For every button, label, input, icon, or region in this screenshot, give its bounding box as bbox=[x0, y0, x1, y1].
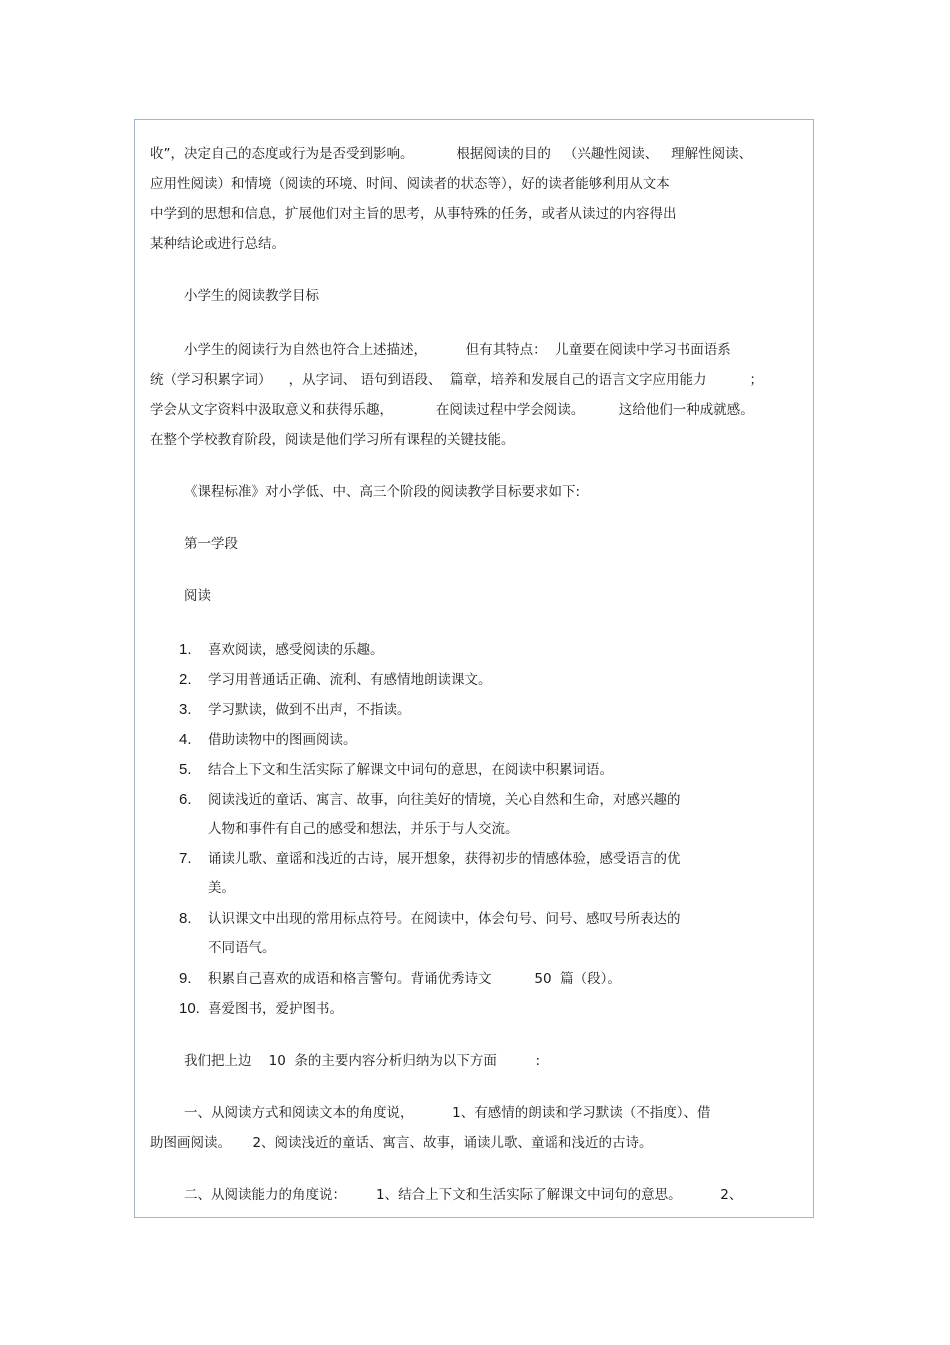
point-one-line-1: 一、从阅读方式和阅读文本的角度说， 1、有感情的朗读和学习默读（不指度）、借 bbox=[184, 1105, 711, 1121]
list-item-number: 9. bbox=[179, 970, 192, 987]
section-title: 阅读 bbox=[184, 588, 211, 604]
list-item: 喜欢阅读，感受阅读的乐趣。 bbox=[208, 642, 384, 658]
list-item-number: 10. bbox=[179, 1000, 200, 1017]
list-item: 结合上下文和生活实际了解课文中词句的意思，在阅读中积累词语。 bbox=[208, 762, 613, 778]
traits-line-3: 学会从文字资料中汲取意义和获得乐趣， 在阅读过程中学会阅读。 这给他们一种成就感。 bbox=[150, 402, 754, 418]
list-item-continuation: 美。 bbox=[208, 880, 235, 896]
list-item: 学习用普通话正确、流利、有感情地朗读课文。 bbox=[208, 672, 492, 688]
list-item: 喜爱图书，爱护图书。 bbox=[208, 1001, 343, 1017]
list-item-number: 7. bbox=[179, 850, 192, 867]
traits-line-4: 在整个学校教育阶段，阅读是他们学习所有课程的关键技能。 bbox=[150, 432, 515, 448]
list-item-number: 4. bbox=[179, 731, 192, 748]
intro-line-1: 收”，决定自己的态度或行为是否受到影响。 根据阅读的目的 （兴趣性阅读、 理解性阅读、 bbox=[150, 146, 753, 162]
list-item: 借助读物中的图画阅读。 bbox=[208, 732, 357, 748]
list-item: 阅读浅近的童话、寓言、故事，向往美好的情境，关心自然和生命，对感兴趣的 bbox=[208, 792, 681, 808]
summary-line: 我们把上边 10 条的主要内容分析归纳为以下方面 : bbox=[184, 1053, 541, 1069]
list-item-number: 1. bbox=[179, 641, 192, 658]
intro-line-3: 中学到的思想和信息，扩展他们对主旨的思考，从事特殊的任务，或者从读过的内容得出 bbox=[150, 206, 677, 222]
traits-line-1: 小学生的阅读行为自然也符合上述描述， 但有其特点： 儿童要在阅读中学习书面语系 bbox=[184, 342, 731, 358]
stage-title: 第一学段 bbox=[184, 536, 238, 552]
intro-line-4: 某种结论或进行总结。 bbox=[150, 236, 285, 252]
standard-intro: 《课程标准》对小学低、中、高三个阶段的阅读教学目标要求如下: bbox=[184, 484, 581, 500]
list-item-continuation: 人物和事件有自己的感受和想法，并乐于与人交流。 bbox=[208, 821, 519, 837]
list-item-number: 8. bbox=[179, 910, 192, 927]
list-item: 认识课文中出现的常用标点符号。在阅读中，体会句号、问号、感叹号所表达的 bbox=[208, 911, 681, 927]
list-item-number: 5. bbox=[179, 761, 192, 778]
goals-heading: 小学生的阅读教学目标 bbox=[184, 288, 319, 304]
traits-line-2: 统（学习积累字词） ，从字词、 语句到语段、 篇章，培养和发展自己的语言文字应用能力 ； bbox=[150, 372, 763, 388]
list-item: 积累自己喜欢的成语和格言警句。背诵优秀诗文 50 篇（段）。 bbox=[208, 971, 621, 987]
point-one-line-2: 助图画阅读。 2、阅读浅近的童话、寓言、故事，诵读儿歌、童谣和浅近的古诗。 bbox=[150, 1135, 653, 1151]
list-item-continuation: 不同语气。 bbox=[208, 940, 276, 956]
list-item-number: 6. bbox=[179, 791, 192, 808]
list-item-number: 3. bbox=[179, 701, 192, 718]
point-two-line-1: 二、从阅读能力的角度说： 1、结合上下文和生活实际了解课文中词句的意思。 2、 bbox=[184, 1187, 743, 1203]
list-item: 学习默读，做到不出声，不指读。 bbox=[208, 702, 411, 718]
list-item: 诵读儿歌、童谣和浅近的古诗，展开想象，获得初步的情感体验，感受语言的优 bbox=[208, 851, 681, 867]
intro-line-2: 应用性阅读）和情境（阅读的环境、时间、阅读者的状态等），好的读者能够利用从文本 bbox=[150, 176, 670, 192]
list-item-number: 2. bbox=[179, 671, 192, 688]
